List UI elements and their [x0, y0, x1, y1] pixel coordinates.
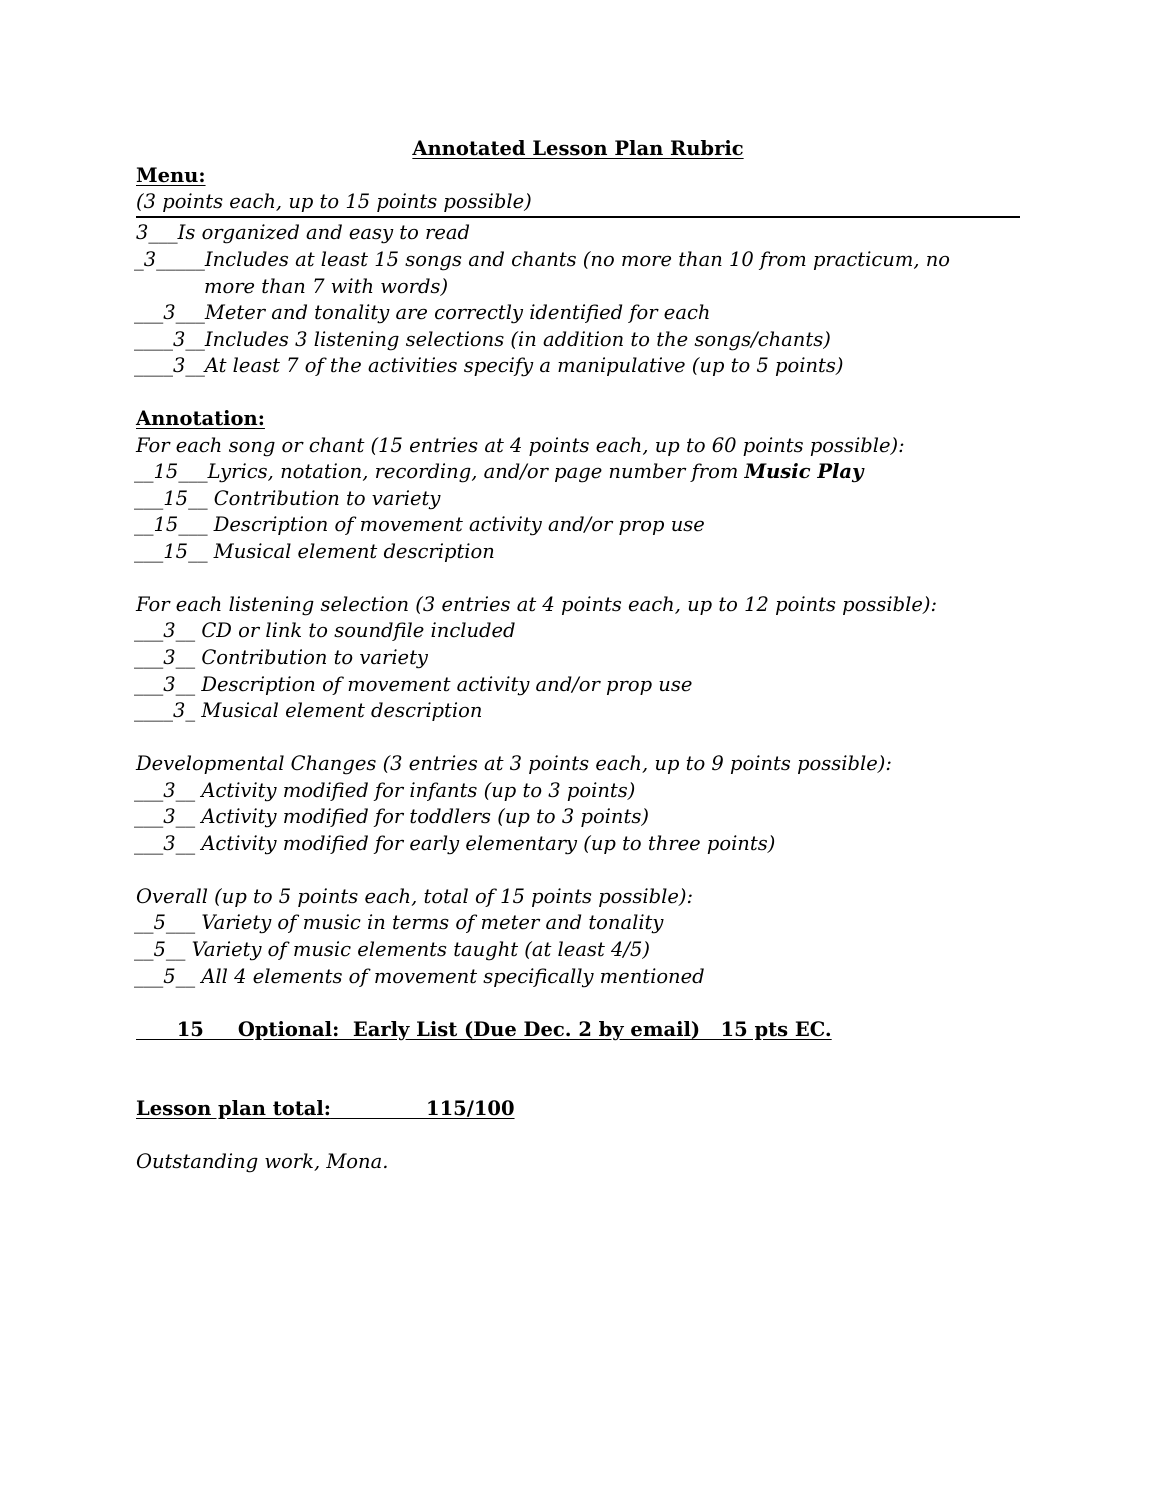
overall-intro: Overall (up to 5 points each, total of 15 points possible):: [136, 885, 694, 908]
document-title: Annotated Lesson Plan Rubric: [412, 137, 744, 160]
listening-item: ___3__ CD or link to soundfile included: [134, 619, 516, 642]
songs-item: __15___ Description of movement activity and/or prop use: [134, 513, 705, 536]
annotation-heading: Annotation:: [136, 407, 265, 430]
lesson-plan-total: [136, 1096, 515, 1122]
developmental-intro: Developmental Changes (3 entries at 3 points each, up to 9 points possible):: [136, 752, 892, 775]
total-value: 115/100: [426, 1097, 515, 1120]
menu-item-continuation: more than 7 with words): [204, 275, 449, 298]
total-label: Lesson plan total:: [136, 1097, 331, 1120]
menu-item: 3___Is organized and easy to read: [136, 221, 471, 244]
listening-item: ___3__ Contribution to variety: [134, 646, 428, 669]
listening-item: ___3__ Description of movement activity and/or prop use: [134, 673, 693, 696]
overall-item: __5___ Variety of music in terms of meter and tonality: [134, 911, 664, 934]
listening-item: ____3_ Musical element description: [134, 699, 483, 722]
overall-item: __5__ Variety of music elements taught (at least 4/5): [134, 938, 650, 961]
menu-subheading: (3 points each, up to 15 points possible): [136, 190, 532, 213]
developmental-item: ___3__ Activity modified for infants (up to 3 points): [134, 779, 636, 802]
overall-item: ___5__ All 4 elements of movement specifically mentioned: [134, 965, 705, 988]
music-play-title: Music Play: [744, 460, 864, 483]
listening-intro: For each listening selection (3 entries at 4 points each, up to 12 points possible):: [136, 593, 938, 616]
menu-item: ____3__At least 7 of the activities specify a manipulative (up to 5 points): [134, 354, 844, 377]
menu-heading: Menu:: [136, 164, 206, 187]
songs-item: ___15__ Contribution to variety: [134, 487, 441, 510]
grader-comment: Outstanding work, Mona.: [136, 1150, 389, 1173]
developmental-item: ___3__ Activity modified for early elementary (up to three points): [134, 832, 776, 855]
songs-item: [134, 459, 863, 485]
songs-intro: For each song or chant (15 entries at 4 points each, up to 60 points possible):: [136, 434, 905, 457]
optional-early-list: 15 Optional: Early List (Due Dec. 2 by email) 15 pts EC.: [136, 1018, 832, 1041]
menu-item: ___3___Meter and tonality are correctly identified for each: [134, 301, 711, 324]
menu-item: _3_____Includes at least 15 songs and chants (no more than 10 from practicum, no: [134, 248, 951, 271]
menu-item: ____3__Includes 3 listening selections (in addition to the songs/chants): [134, 328, 831, 351]
developmental-item: ___3__ Activity modified for toddlers (up to 3 points): [134, 805, 649, 828]
total-gap: [331, 1097, 426, 1120]
songs-item: ___15__ Musical element description: [134, 540, 495, 563]
songs-item-text: __15___Lyrics, notation, recording, and/or page number from: [134, 460, 745, 483]
section-rule: [136, 216, 1020, 218]
